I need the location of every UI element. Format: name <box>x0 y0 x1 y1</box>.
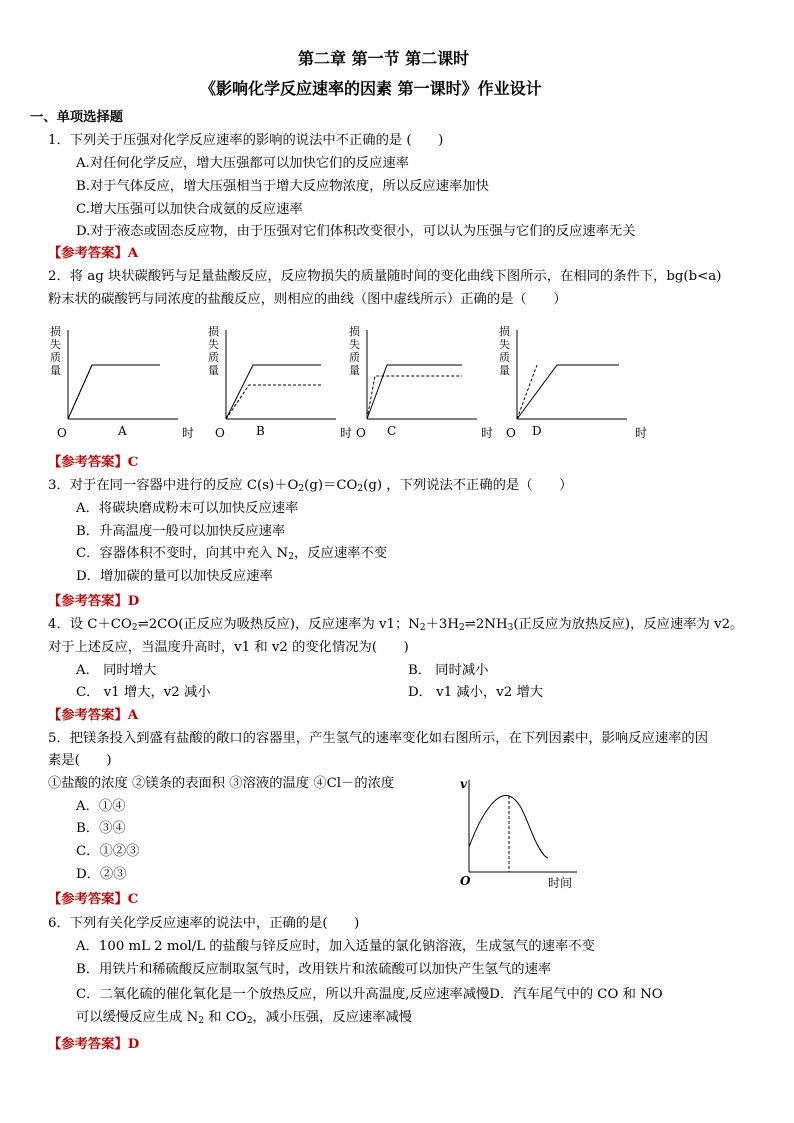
q5-option-b: B．③④ <box>76 821 126 836</box>
svg-text:v: v <box>460 777 467 791</box>
graph-origin: O <box>215 426 225 440</box>
q2-stem-line2: 粉末状的碳酸钙与同浓度的盐酸反应，则相应的曲线（图中虚线所示）正确的是（ ） <box>48 292 567 307</box>
q3-stem: 3．对于在同一容器中进行的反应 $C(s)+O_2(g)=CO_2(g)$ ，下列说法不正确的是（ ） <box>48 478 573 494</box>
q3-option-c: C．容器体积不变时，向其中充入 $N_2$，反应速率不变 <box>76 546 388 562</box>
graph-ylabel: 损失质量 <box>208 325 219 377</box>
q5-option-d: D．②③ <box>76 867 127 882</box>
q2-graph-b <box>196 322 356 442</box>
q6-stem: 6．下列有关化学反应速率的说法中，正确的是( ) <box>48 916 360 931</box>
q1-option-d: D.对于液态或固态反应物，由于压强对它们体积改变很小，可以认为压强与它们的反应速率无关 <box>76 224 636 239</box>
q4-answer: 【参考答案】A <box>48 708 139 723</box>
graph-origin: O <box>506 426 516 440</box>
q4-option-b: B． 同时减小 <box>408 663 489 678</box>
q1-option-c: C.增大压强可以加快合成氨的反应速率 <box>76 202 303 217</box>
q6-option-c: C．二氧化硫的催化氧化是一个放热反应，所以升高温度,反应速率减慢D．汽车尾气中的 CO 和 NO <box>76 987 663 1002</box>
q2-graph-a <box>38 322 198 442</box>
q4-stem-line2: 对于上述反应，当温度升高时，v1 和 v2 的变化情况为( ) <box>48 640 409 655</box>
q5-option-a: A．①④ <box>76 799 126 814</box>
graph-ylabel: 损失质量 <box>349 325 360 377</box>
q5-stem-line2: 素是( ) <box>48 753 112 768</box>
q3-option-a: A．将碳块磨成粉末可以加快反应速率 <box>76 501 299 516</box>
page-title: 第二章 第一节 第二课时 <box>298 49 470 68</box>
graph-option-letter: B <box>256 424 265 438</box>
q3-answer: 【参考答案】D <box>48 594 140 609</box>
graph-xlabel: 时 <box>182 426 195 440</box>
q5-stem-line1: 5．把镁条投入到盛有盐酸的敞口的容器里，产生氢气的速率变化如右图所示，在下列因素中，影响反应速率的因 <box>48 731 709 746</box>
q6-answer: 【参考答案】D <box>48 1037 140 1052</box>
graph-origin: O <box>356 426 366 440</box>
graph-ylabel: 损失质量 <box>499 325 510 377</box>
q1-stem: 1．下列关于压强对化学反应速率的影响的说法中不正确的是 ( ) <box>48 133 444 148</box>
graph-option-letter: A <box>118 424 127 438</box>
q4-option-d: D． v1 减小，v2 增大 <box>408 685 544 700</box>
graph-option-letter: C <box>387 424 397 438</box>
q2-answer: 【参考答案】C <box>48 455 139 470</box>
q4-option-a: A． 同时增大 <box>76 663 157 678</box>
svg-text:时间: 时间 <box>548 876 573 890</box>
q2-graph-d <box>487 322 647 442</box>
q1-option-b: B.对于气体反应，增大压强相当于增大反应物浓度，所以反应速率加快 <box>76 179 489 194</box>
q4-option-c: C． v1 增大，v2 减小 <box>76 685 211 700</box>
q6-option-c-cont: 可以缓慢反应生成 $N_2$ 和 $CO_2$，减小压强，反应速率减慢 <box>76 1010 413 1026</box>
q6-option-b: B．用铁片和稀硫酸反应制取氢气时，改用铁片和浓硫酸可以加快产生氢气的速率 <box>76 962 552 977</box>
q5-factors: ①盐酸的浓度 ②镁条的表面积 ③溶液的温度 ④Cl－的浓度 <box>48 776 395 791</box>
q5-answer: 【参考答案】C <box>48 892 139 907</box>
graph-option-letter: D <box>532 424 542 438</box>
graph-xlabel: 时 <box>340 426 353 440</box>
q5-option-c: C．①②③ <box>76 844 140 859</box>
q5-rate-graph <box>452 772 582 894</box>
graph-xlabel: 时 <box>481 426 494 440</box>
graph-xlabel: 时 <box>635 426 648 440</box>
q4-stem-line1: 4．设 $C+CO_2\rightleftharpoons 2CO$(正反应为吸热反应)，反应速率为 v1；$N_2+3H_2\rightleftharpoons 2NH_3$(正反应为放热反应)，反应速率为 v2。 <box>48 617 744 633</box>
q1-option-a: A.对任何化学反应，增大压强都可以加快它们的反应速率 <box>76 156 409 171</box>
q2-graph-c <box>337 322 497 442</box>
q1-answer: 【参考答案】A <box>48 246 139 261</box>
section-heading: 一、单项选择题 <box>30 110 124 125</box>
q2-stem-line1: 2．将 ag 块状碳酸钙与足量盐酸反应，反应物损失的质量随时间的变化曲线下图所示，在相同的条件下，bg(b<a) <box>48 269 722 284</box>
svg-text:O: O <box>460 874 471 888</box>
q3-option-b: B．升高温度一般可以加快反应速率 <box>76 524 286 539</box>
q3-option-d: D．增加碳的量可以加快反应速率 <box>76 569 273 584</box>
graph-origin: O <box>57 426 67 440</box>
graph-ylabel: 损失质量 <box>50 325 61 377</box>
q6-option-a: A．100 mL 2 mol/L 的盐酸与锌反应时，加入适量的氯化钠溶液，生成氢气的速率不变 <box>76 939 595 954</box>
page-subtitle: 《影响化学反应速率的因素 第一课时》作业设计 <box>200 79 542 98</box>
